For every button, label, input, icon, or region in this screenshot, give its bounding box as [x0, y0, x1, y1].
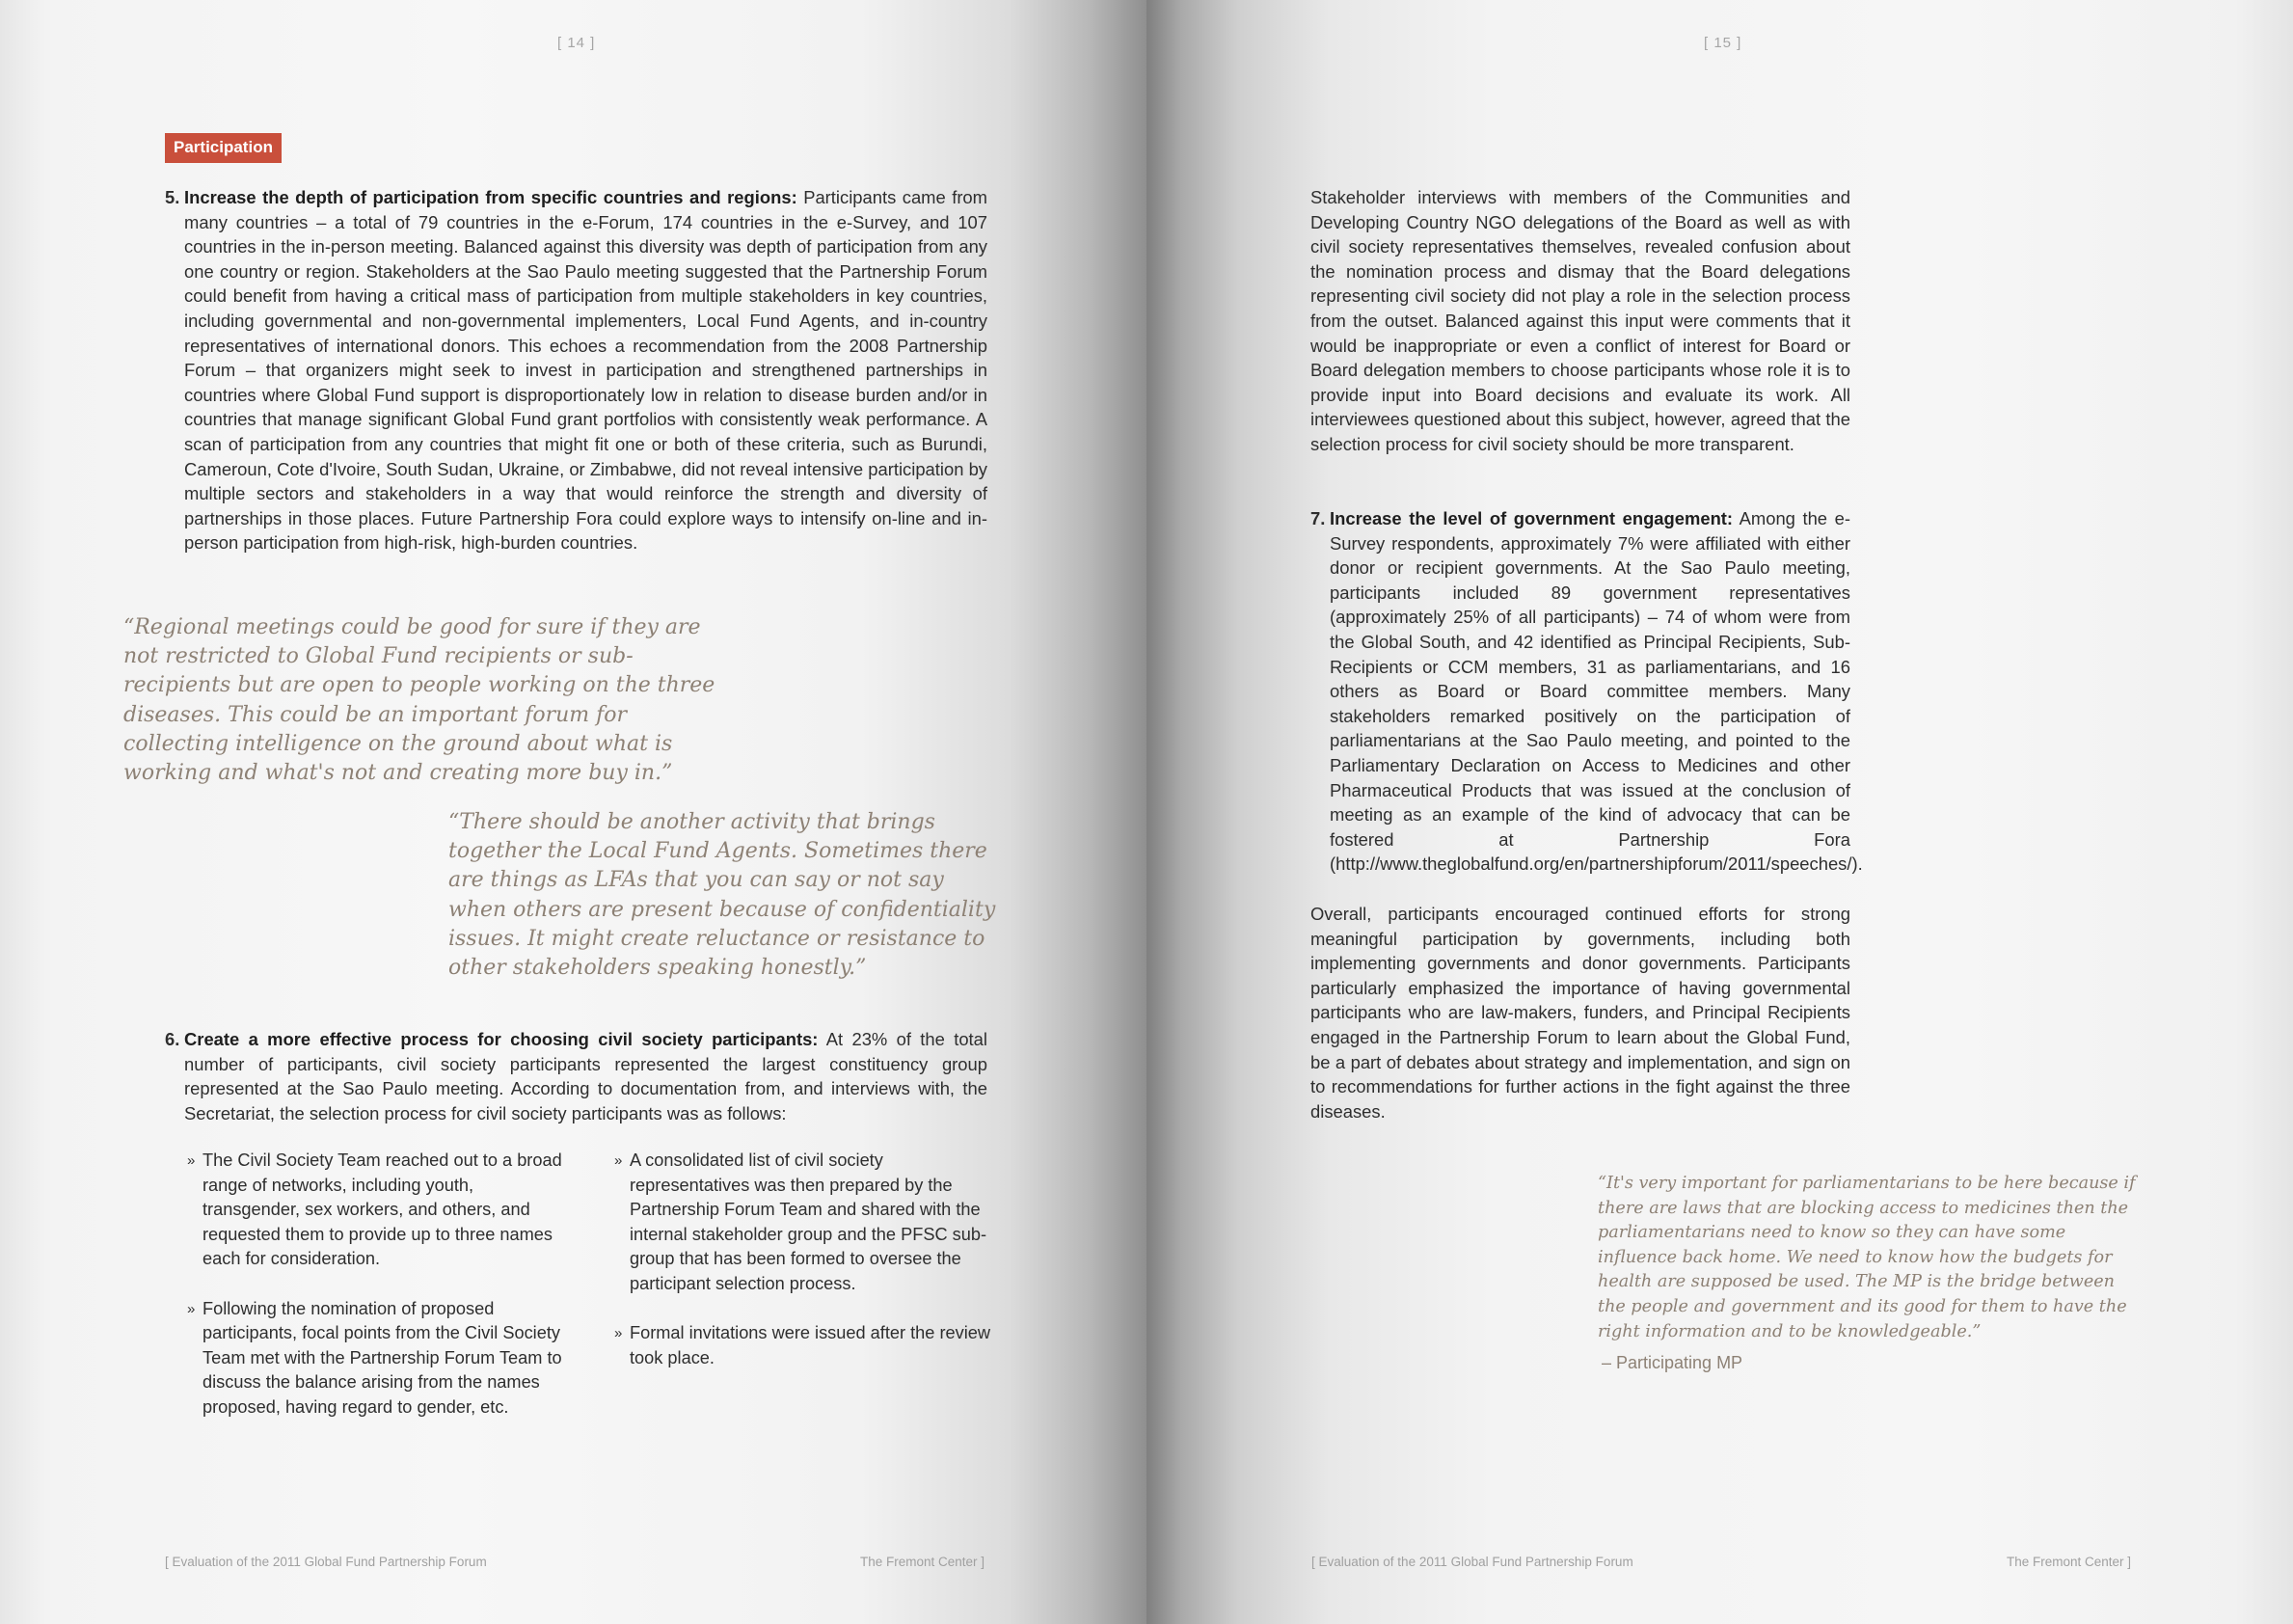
left-page — [0, 0, 1146, 1624]
intro-paragraph — [1310, 185, 1850, 457]
item-text: Among the e-Survey respondents, approximately 7% were affiliated with either donor or recipient governments. At the Sao Paulo meeting, participants included 89 government representatives (approximately 25% of all participants) – 74 of whom were from the Global South, and 42 identified as Principal Recipients, Sub-Recipients or CCM members, 31 as parliamentarians, and 16 others as Board or Board committee members. Many stakeholders remarked positively on the participation of parliamentarians at the Sao Paulo meeting, and pointed to the Parliamentary Declaration on Access to Medicines and other Pharmaceutical Products that was issued at the conclusion of meeting as an example of the kind of advocacy that can be fostered at Partnership Fora (http://www.theglobalfund.org/en/partnershipforum/2011/speeches/). — [1330, 508, 1863, 875]
bullet-item — [187, 1297, 571, 1421]
pull-quote-lfa: “There should be another activity that brings together the Local Fund Agents. Sometimes there are things as LFAs that you can say or not say when others are present because of confidentiality issues. It might create reluctance or resistance to other stakeholders speaking honestly.” — [448, 810, 996, 981]
item-text: Participants came from many countries – a total of 79 countries in the e-Forum, 174 countries in the e-Survey, and 107 countries in the in-person meeting. Balanced against this diversity was depth of participation from any one country or region. Stakeholders at the Sao Paulo meeting suggested that the Partnership Forum could benefit from having a critical mass of participation from multiple stakeholders in key countries, including governmental and non-governmental implementers, Local Fund Agents, and in-country representatives of international donors. This echoes a recommendation from the 2008 Partnership Forum – that organizers might seek to invest in participation and strengthened partnerships in countries where Global Fund support is disproportionately low in relation to disease burden and/or in countries that manage significant Global Fund grant portfolios with consistently weak performance. A scan of participation from any countries that might fit one or both of these criteria, such as Burundi, Cameroun, Cote d'Ivoire, South Sudan, Ukraine, or Zimbabwe, did not reveal intensive participation by multiple sectors and stakeholders in a way that would reinforce the strength and diversity of partnerships in those places. Future Partnership Fora could explore ways to intensify on-line and in-person participation from high-risk, high-burden countries. — [184, 187, 987, 554]
bullet-mark: » — [614, 1152, 623, 1169]
bullet-column-1 — [187, 1149, 571, 1445]
item-6 — [165, 1027, 987, 1125]
item-number: 6. — [165, 1029, 180, 1049]
bullet-mark: » — [187, 1152, 196, 1169]
overall-paragraph — [1310, 902, 1850, 1123]
bullet-item — [614, 1321, 998, 1370]
bullet-mark: » — [187, 1300, 196, 1317]
footer-title: [ Evaluation of the 2011 Global Fund Partnership Forum — [1311, 1555, 1633, 1569]
bullet-text: A consolidated list of civil society representatives was then prepared by the Partnership Forum Team and shared with the internal stakeholder group and the PFSC sub-group that has been formed to oversee the participant selection process. — [630, 1150, 987, 1293]
right-page — [1146, 0, 2293, 1624]
bullet-text: Formal invitations were issued after the review took place. — [630, 1323, 991, 1367]
bullet-text: Following the nomination of proposed participants, focal points from the Civil Society Team met with the Partnership Forum Team to discuss the balance arising from the names proposed, having regard to gender, etc. — [202, 1298, 562, 1417]
paragraph-text: Stakeholder interviews with members of the Communities and Developing Country NGO delegations of the Board as well as with civil society representatives themselves, revealed confusion about the nomination process and dismay that the Board delegations representing civil society did not play a role in the selection process from the outset. Balanced against this input were comments that it would be inappropriate or even a conflict of interest for Board or Board delegation members to choose participants whose role it is to provide input into Board decisions and evaluate its work. All interviewees questioned about this subject, however, agreed that the selection process for civil society should be more transparent. — [1310, 187, 1850, 454]
pull-quote-regional: “Regional meetings could be good for sure if they are not restricted to Global Fund recipients or sub-recipients but are open to people working on the three diseases. This could be an important forum for collecting intelligence on the ground about what is working and what's not and creating more buy in.” — [123, 615, 715, 786]
item-7 — [1310, 506, 1863, 877]
section-tag: Participation — [165, 133, 282, 163]
item-title: Increase the depth of participation from specific countries and regions: — [184, 187, 797, 207]
page-number: [ 14 ] — [557, 35, 596, 51]
footer-org: The Fremont Center ] — [2007, 1555, 2132, 1569]
quote-attribution: – Participating MP — [1602, 1353, 1743, 1372]
item-number: 7. — [1310, 508, 1326, 528]
footer-org: The Fremont Center ] — [860, 1555, 985, 1569]
bullet-item — [187, 1149, 571, 1272]
pull-quote-mp: “It's very important for parliamentarians to be here because if there are laws that are blocking access to medicines then the parliamentarians need to know so they can have some influence back home. We need to know how the budgets for health are supposed be used. The MP is the bridge between the people and government and its good for them to have the right information and to be knowledgeable.” — [1598, 1174, 2136, 1341]
item-text: At 23% of the total number of participants, civil society participants represented the largest constituency group represented at the Sao Paulo meeting. According to documentation from, and interviews with, the Secretariat, the selection process for civil society participants was as follows: — [184, 1029, 987, 1123]
item-number: 5. — [165, 187, 180, 207]
bullet-column-2 — [614, 1149, 998, 1395]
page-number: [ 15 ] — [1704, 35, 1742, 51]
bullet-text: The Civil Society Team reached out to a broad range of networks, including youth, transgender, sex workers, and others, and requested them to provide up to three names each for consideration. — [202, 1150, 562, 1269]
bullet-item — [614, 1149, 998, 1297]
item-title: Increase the level of government engagement: — [1330, 508, 1734, 528]
bullet-mark: » — [614, 1325, 623, 1342]
paragraph-text: Overall, participants encouraged continued efforts for strong meaningful participation by governments, including both implementing governments and donor governments. Participants particularly emphasized the importance of having governmental participants who are law-makers, funders, and Principal Recipients engaged in the Partnership Forum to learn about the Global Fund, be a part of debates about strategy and implementation, and sign on to recommendations for further actions in the fight against the three diseases. — [1310, 904, 1850, 1122]
footer-title: [ Evaluation of the 2011 Global Fund Partnership Forum — [165, 1555, 487, 1569]
item-title: Create a more effective process for choosing civil society participants: — [184, 1029, 819, 1049]
item-5 — [165, 185, 987, 555]
